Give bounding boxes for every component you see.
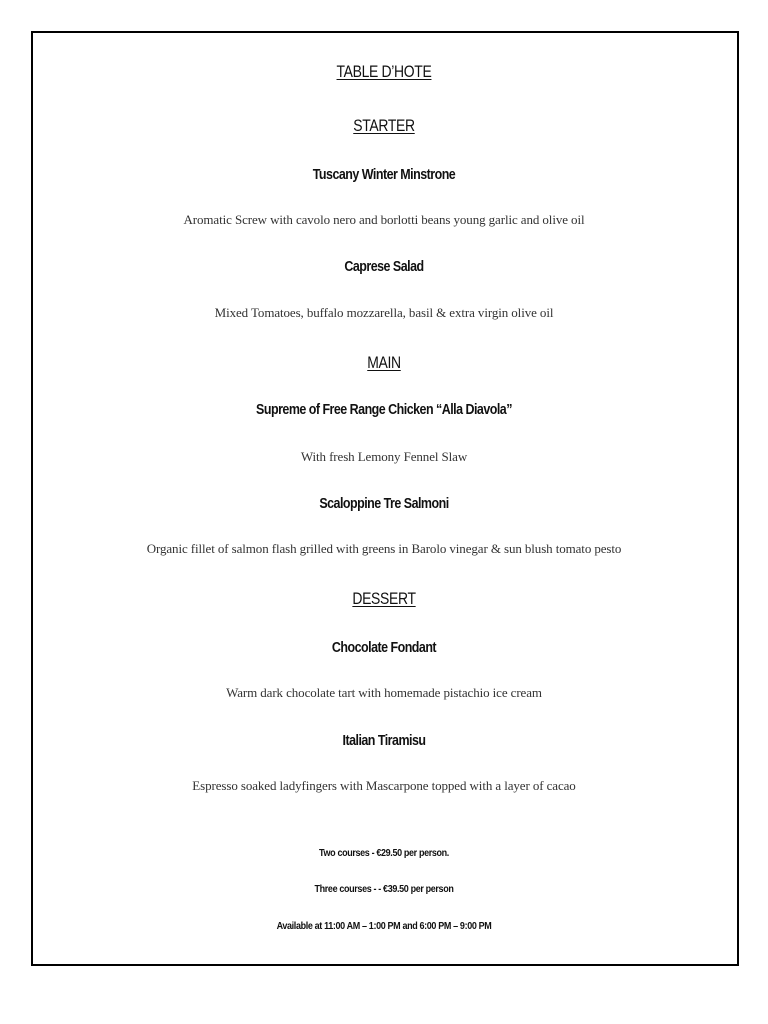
section-heading-starter: STARTER [353, 116, 415, 135]
price-three-courses: Three courses - - €39.50 per person [314, 884, 454, 895]
menu-title: TABLE D’HOTE [336, 62, 432, 81]
dish-name: Italian Tiramisu [342, 733, 426, 749]
dish-name: Chocolate Fondant [331, 640, 437, 656]
dish-description: Aromatic Screw with cavolo nero and borlotti beans young garlic and olive oil [183, 212, 585, 227]
dish-name: Supreme of Free Range Chicken “Alla Diavola” [256, 402, 512, 418]
dish-description: Mixed Tomatoes, buffalo mozzarella, basil & extra virgin olive oil [214, 305, 554, 320]
dish-name: Scaloppine Tre Salmoni [319, 496, 449, 512]
dish-description: With fresh Lemony Fennel Slaw [300, 449, 468, 464]
section-heading-main: MAIN [367, 353, 401, 372]
dish-description: Espresso soaked ladyfingers with Mascarpone topped with a layer of cacao [192, 778, 576, 793]
dish-description: Warm dark chocolate tart with homemade pistachio ice cream [226, 685, 542, 700]
dish-name: Caprese Salad [344, 259, 424, 275]
section-heading-dessert: DESSERT [352, 589, 416, 608]
dish-description: Organic fillet of salmon flash grilled with greens in Barolo vinegar & sun blush tomato pesto [146, 541, 622, 556]
availability-hours: Available at 11:00 AM – 1:00 PM and 6:00 PM – 9:00 PM [276, 921, 492, 932]
dish-name: Tuscany Winter Minstrone [312, 167, 456, 183]
price-two-courses: Two courses - €29.50 per person. [319, 848, 449, 859]
